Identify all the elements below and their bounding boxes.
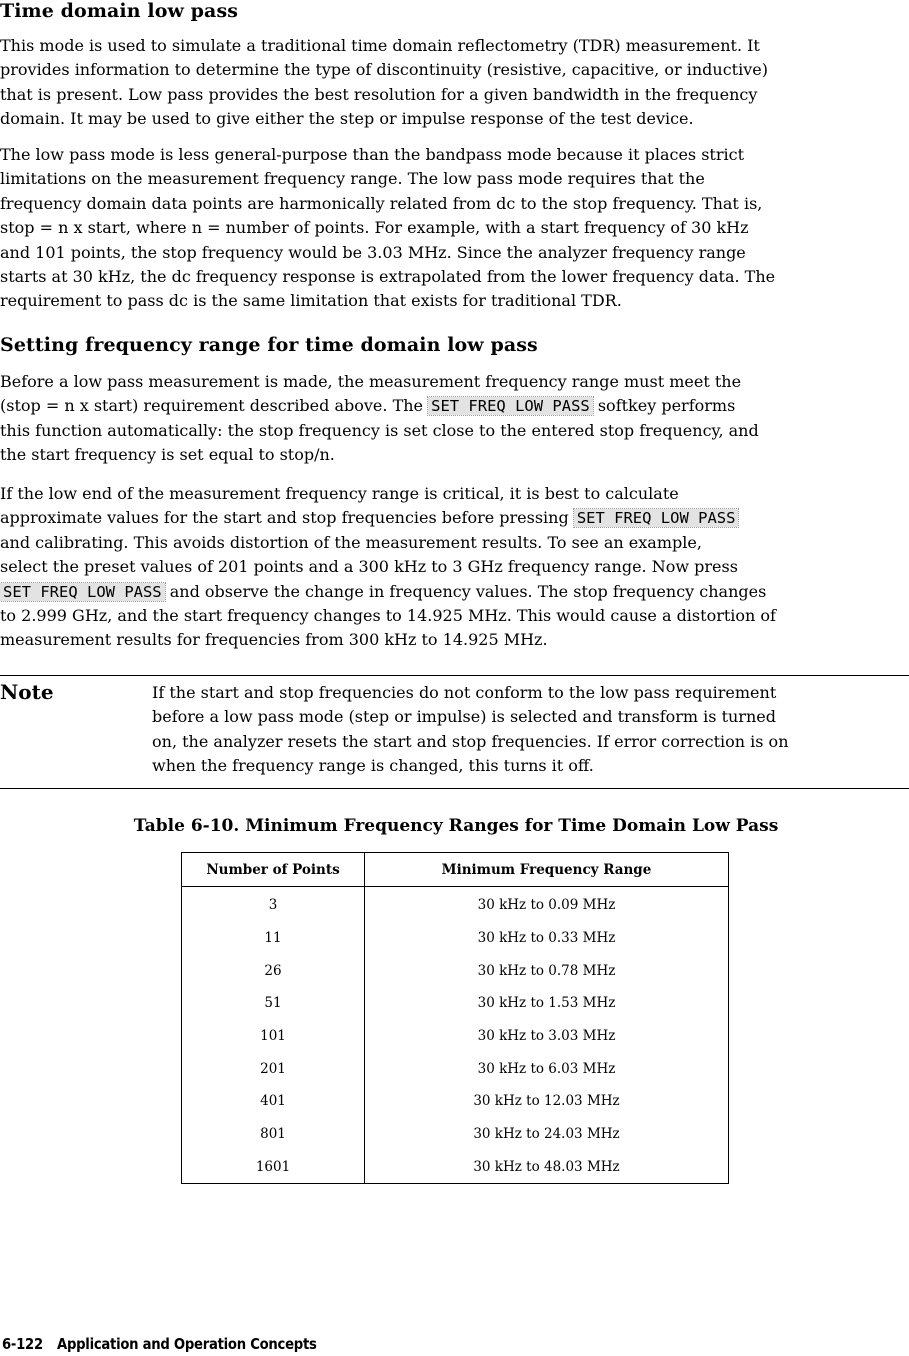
- frequency-range-table: [181, 852, 729, 1184]
- range-cell: 30 kHz to 24.03 MHz: [473, 1126, 620, 1143]
- points-cell: 201: [182, 1052, 365, 1085]
- points-cell: 3: [182, 887, 365, 922]
- table-row: [182, 1151, 729, 1184]
- text-segment: (stop = n x start) requirement described above. The: [0, 396, 424, 416]
- text-line: limitations on the measurement frequency range. The low pass mode requires that the: [0, 169, 705, 189]
- text-segment: softkey performs: [597, 396, 736, 416]
- text-line: that is present. Low pass provides the best resolution for a given bandwidth in the frequency: [0, 84, 758, 104]
- text-line: stop = n x start, where n = number of points. For example, with a start frequency of 30 kHz: [0, 218, 749, 238]
- column-header-points: Number of Points: [182, 853, 365, 887]
- softkey-set-freq-low-pass: SET FREQ LOW PASS: [428, 397, 593, 415]
- range-cell: 30 kHz to 48.03 MHz: [473, 1158, 620, 1175]
- range-cell: 30 kHz to 0.33 MHz: [477, 930, 616, 947]
- subsection-title: Setting frequency range for time domain low pass: [0, 334, 538, 356]
- text-line: this function automatically: the stop frequency is set close to the entered stop frequency, and: [0, 420, 759, 440]
- text-line: The low pass mode is less general-purpose than the bandpass mode because it places strict: [0, 145, 744, 164]
- range-cell: 30 kHz to 0.78 MHz: [477, 962, 616, 979]
- points-cell: 801: [182, 1118, 365, 1151]
- table-row: [182, 1020, 729, 1053]
- text-line: domain. It may be used to give either the step or impulse response of the test device.: [0, 109, 694, 129]
- range-cell: 30 kHz to 12.03 MHz: [473, 1093, 620, 1110]
- text-line: starts at 30 kHz, the dc frequency response is extrapolated from the lower frequency data. The: [0, 267, 776, 287]
- text-line: If the low end of the measurement frequency range is critical, it is best to calculate: [0, 484, 679, 503]
- table-row: [182, 887, 729, 922]
- range-cell: 30 kHz to 6.03 MHz: [477, 1060, 616, 1077]
- points-cell: 26: [182, 954, 365, 987]
- page-footer: [2, 1335, 317, 1353]
- table-row: [182, 987, 729, 1020]
- text-line: measurement results for frequencies from 300 kHz to 14.925 MHz.: [0, 630, 548, 650]
- softkey-set-freq-low-pass: SET FREQ LOW PASS: [0, 583, 165, 601]
- points-cell: 11: [182, 922, 365, 955]
- text-segment: approximate values for the start and stop frequencies before pressing: [0, 508, 569, 528]
- softkey-set-freq-low-pass: SET FREQ LOW PASS: [574, 509, 739, 527]
- text-line: to 2.999 GHz, and the start frequency changes to 14.925 MHz. This would cause a distortion of: [0, 606, 776, 626]
- range-cell: 30 kHz to 0.09 MHz: [477, 897, 616, 914]
- paragraph-intro: [0, 34, 909, 132]
- points-cell: 401: [182, 1085, 365, 1118]
- table-header-row: [182, 853, 729, 887]
- text-line: frequency domain data points are harmonically related from dc to the stop frequency. That is,: [0, 193, 763, 213]
- section-title: Time domain low pass: [0, 0, 239, 22]
- text-line: and calibrating. This avoids distortion of the measurement results. To see an example,: [0, 532, 702, 552]
- table-row: [182, 1118, 729, 1151]
- text-line: [0, 580, 909, 604]
- table-row: [182, 922, 729, 955]
- points-cell: 101: [182, 1020, 365, 1053]
- note-top-divider: [0, 675, 909, 676]
- text-segment: and observe the change in frequency values. The stop frequency changes: [169, 581, 767, 601]
- range-cell: 30 kHz to 1.53 MHz: [477, 995, 616, 1012]
- note-line: on, the analyzer resets the start and stop frequencies. If error correction is on: [152, 731, 789, 751]
- paragraph-example: [0, 482, 909, 653]
- table-caption: Table 6-10. Minimum Frequency Ranges for Time Domain Low Pass: [133, 816, 779, 836]
- table-row: [182, 1085, 729, 1118]
- page-number: 6-122: [2, 1335, 43, 1353]
- text-line: requirement to pass dc is the same limitation that exists for traditional TDR.: [0, 291, 622, 311]
- table-row: [182, 1052, 729, 1085]
- text-line: the start frequency is set equal to stop/n.: [0, 445, 335, 465]
- chapter-title: Application and Operation Concepts: [56, 1335, 317, 1353]
- note-bottom-divider: [0, 788, 909, 789]
- points-cell: 51: [182, 987, 365, 1020]
- text-line: select the preset values of 201 points and a 300 kHz to 3 GHz frequency range. Now press: [0, 557, 738, 577]
- note-line: If the start and stop frequencies do not conform to the low pass requirement: [152, 683, 777, 702]
- text-line: provides information to determine the type of discontinuity (resistive, capacitive, or inductive): [0, 60, 768, 80]
- paragraph-limitations: [0, 143, 909, 314]
- text-line: and 101 points, the stop frequency would be 3.03 MHz. Since the analyzer frequency range: [0, 242, 746, 262]
- points-cell: 1601: [182, 1151, 365, 1184]
- note-line: when the frequency range is changed, this turns it off.: [152, 756, 594, 776]
- note-line: before a low pass mode (step or impulse) is selected and transform is turned: [152, 707, 776, 727]
- text-line: This mode is used to simulate a traditional time domain reflectometry (TDR) measurement. It: [0, 36, 760, 55]
- note-label: Note: [0, 680, 54, 704]
- column-header-range: Minimum Frequency Range: [365, 853, 729, 887]
- text-line: [0, 506, 909, 530]
- paragraph-setting-range: [0, 370, 909, 468]
- text-line: [0, 394, 909, 418]
- table-row: [182, 954, 729, 987]
- note-body: [152, 681, 789, 779]
- text-line: Before a low pass measurement is made, the measurement frequency range must meet the: [0, 372, 742, 391]
- range-cell: 30 kHz to 3.03 MHz: [477, 1028, 616, 1045]
